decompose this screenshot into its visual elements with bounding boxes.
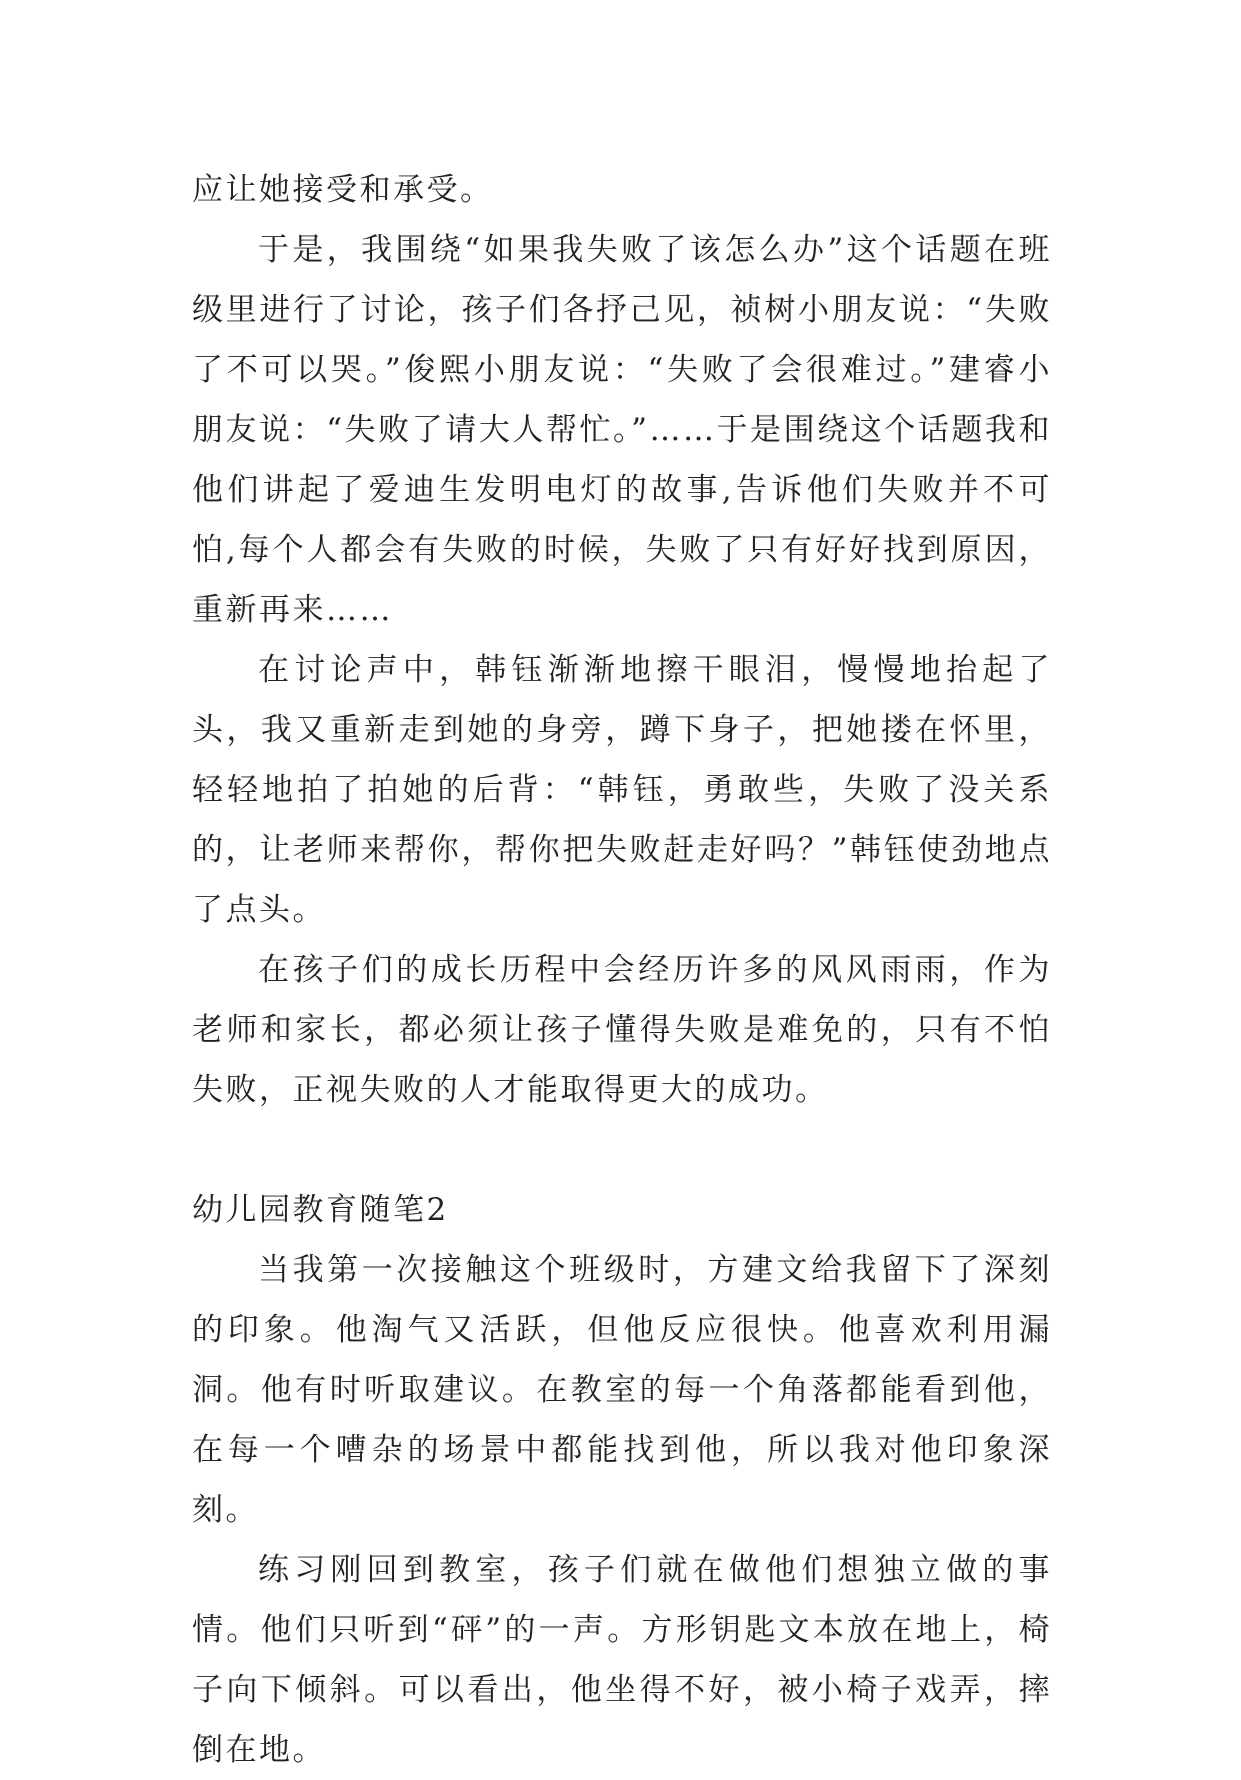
document-page xyxy=(192,160,1052,1780)
paragraph-discussion: 于是，我围绕“如果我失败了该怎么办”这个话题在班级里进行了讨论，孩子们各抒己见，祯树小朋友说：“失败了不可以哭。”俊熙小朋友说：“失败了会很难过。”建睿小朋友说：“失败了请大人帮忙。”……于是围绕这个话题我和他们讲起了爱迪生发明电灯的故事,告诉他们失败并不可怕,每个人都会有失败的时候，失败了只有好好找到原因，重新再来…… xyxy=(192,232,1052,628)
paragraph-first-impression: 当我第一次接触这个班级时，方建文给我留下了深刻的印象。他淘气又活跃，但他反应很快。他喜欢利用漏洞。他有时听取建议。在教室的每一个角落都能看到他，在每一个嘈杂的场景中都能找到他，所以我对他印象深刻。 xyxy=(192,1252,1052,1528)
paragraph-continuation: 应让她接受和承受。 xyxy=(192,172,494,208)
paragraph-conclusion: 在孩子们的成长历程中会经历许多的风风雨雨，作为老师和家长，都必须让孩子懂得失败是难免的，只有不怕失败，正视失败的人才能取得更大的成功。 xyxy=(192,952,1052,1108)
paragraph-comfort: 在讨论声中，韩钰渐渐地擦干眼泪，慢慢地抬起了头，我又重新走到她的身旁，蹲下身子，把她搂在怀里，轻轻地拍了拍她的后背：“韩钰，勇敢些，失败了没关系的，让老师来帮你，帮你把失败赶走好吗？”韩钰使劲地点了点头。 xyxy=(192,652,1052,928)
paragraph-incident: 练习刚回到教室，孩子们就在做他们想独立做的事情。他们只听到“砰”的一声。方形钥匙文本放在地上，椅子向下倾斜。可以看出，他坐得不好，被小椅子戏弄，摔倒在地。 xyxy=(192,1552,1052,1768)
section-gap xyxy=(192,1120,1052,1180)
section-heading: 幼儿园教育随笔2 xyxy=(192,1192,449,1228)
